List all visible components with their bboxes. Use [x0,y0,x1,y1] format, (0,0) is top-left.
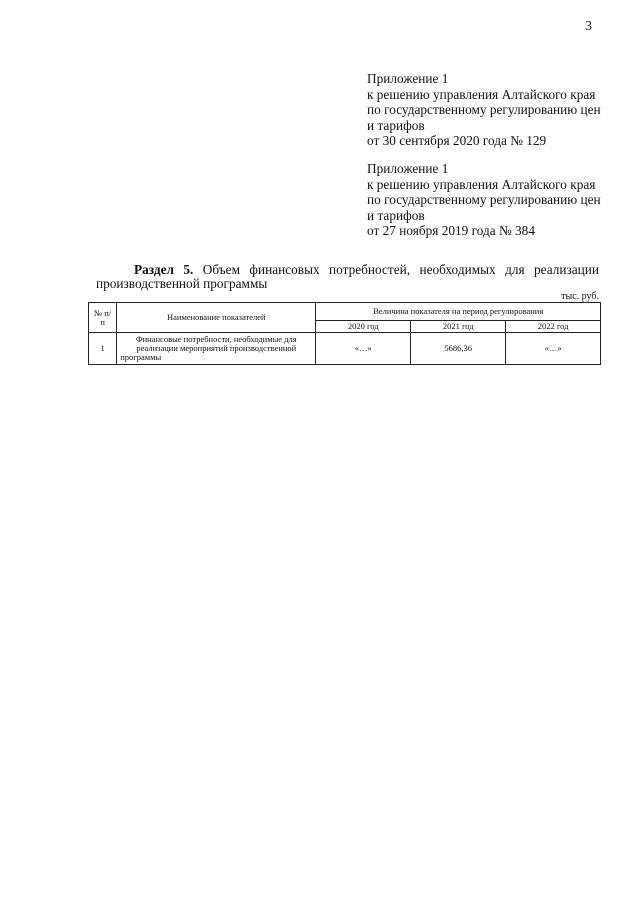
appendix-line: по государственному регулированию цен [367,192,601,208]
row-value-2020: «…» [316,333,411,365]
appendix-line: от 30 сентября 2020 года № 129 [367,133,547,149]
appendix-line: Приложение 1 [367,161,449,176]
appendix-line: и тарифов [367,117,425,133]
row-name: Финансовые потребности, необходимые для реализации мероприятий производственной программы [117,333,316,365]
table-row [89,333,601,365]
appendix-line: Приложение 1 [367,71,449,86]
section-title-part2: производственной программы [96,276,268,291]
section-label: Раздел 5. [134,262,194,277]
appendix-previous-block [367,161,607,239]
row-num: 1 [89,333,117,365]
header-year-2021: 2021 год [411,321,506,333]
table-header-row [89,303,601,321]
page-number: 3 [585,19,592,34]
units-label: тыс. руб. [561,291,599,302]
appendix-current-block [367,71,607,149]
header-period: Величина показателя на период регулирования [316,303,601,321]
section-heading [96,263,599,291]
section-title-part1: Объем финансовых потребностей, необходимых для реализации [202,262,599,277]
row-value-2022: «…» [506,333,601,365]
financial-needs-table [88,302,601,365]
appendix-line: и тарифов [367,207,425,223]
section-heading-line1 [96,263,599,277]
header-year-2022: 2022 год [506,321,601,333]
header-year-2020: 2020 год [316,321,411,333]
row-value-2021: 5686,36 [411,333,506,365]
appendix-line: от 27 ноября 2019 года № 384 [367,223,535,239]
appendix-line: к решению управления Алтайского края [367,86,596,102]
header-name: Наименование показателей [117,303,316,333]
appendix-line: к решению управления Алтайского края [367,176,596,192]
header-num: № п/п [89,303,117,333]
appendix-line: по государственному регулированию цен [367,102,601,118]
